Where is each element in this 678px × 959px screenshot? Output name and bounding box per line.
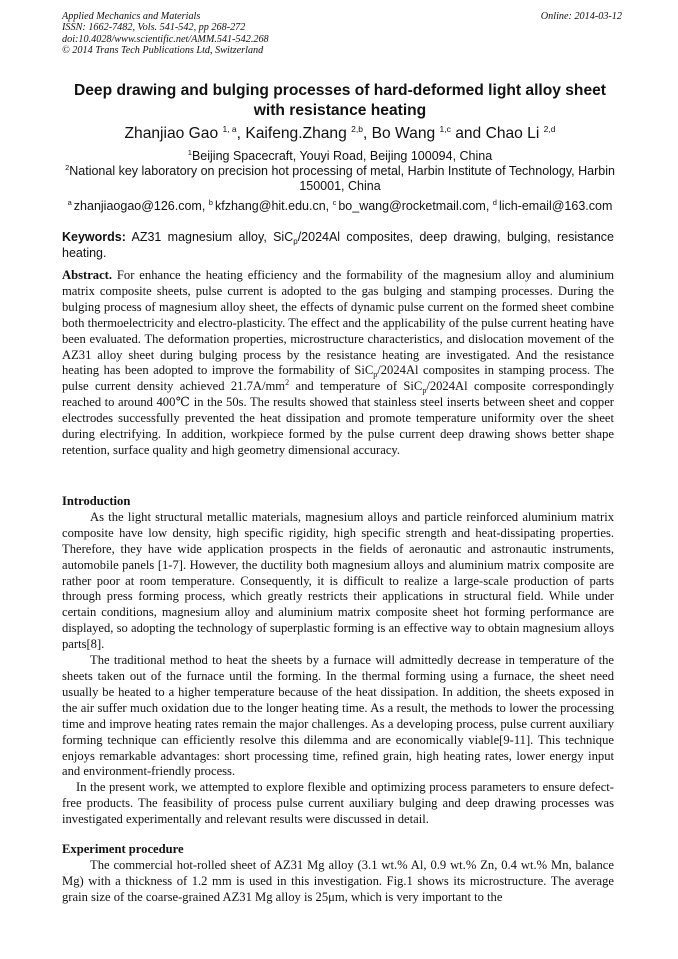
experiment-section (62, 842, 614, 906)
affiliation-2 (60, 164, 620, 194)
author-name: Zhanjiao Gao (124, 125, 219, 142)
doi-line[interactable]: doi:10.4028/www.scientific.net/AMM.541-542.268 (62, 33, 269, 45)
email-superscript: d (492, 198, 497, 207)
author-superscript: 2,b (351, 124, 363, 134)
online-date: Online: 2014-03-12 (540, 11, 622, 22)
email-superscript: b (208, 198, 213, 207)
paragraph: The traditional method to heat the sheets by a furnace will admittedly decrease in temperature of the sheets taken out of the furnace until the forming. In the thermal forming using a furnace, the sheet need usually be heated to a higher temperature because of the heat dissipation. In addition, the sheets exposed in the air suffer much oxidation due to the longer heating time. As a result, the methods to lower the processing time and improve heating rates remain the major challenges. As a developing process, pulse current auxiliary forming technique can efficiently resolve this dilemma and are economically viable[9-11]. This technique enjoys remarkable advantages: short processing time, refined grain, high heating rates, lower energy input and environment-friendly process. (62, 653, 614, 779)
abstract-paragraph (62, 268, 614, 459)
author-name: Bo Wang (371, 125, 436, 142)
paragraph: As the light structural metallic materials, magnesium alloys and particle reinforced aluminium matrix composite have low density, high specific rigidity, high specific strength and heat-dissipating properties. Therefore, they have wide application prospects in the fields of aeronautic and astronautic instruments, automobile panels [1-7]. However, the ductility both magnesium alloys and aluminium matrix composite are rather poor at room temperature. Consequently, it is difficult to realize a large-scale production of parts through press forming process, which greatly restricts their applications in structural field. While under certain conditions, magnesium alloy and aluminium matrix composite sheet hot forming performance are displayed, so adopting the technology of superplastic forming is an effective way to obtain magnesium alloys parts[8]. (62, 509, 614, 652)
author-name: Kaifeng.Zhang (245, 125, 347, 142)
paper-title: Deep drawing and bulging processes of hard-deformed light alloy sheet with resistance heating (74, 82, 606, 119)
keywords-text: AZ31 magnesium alloy, SiC (125, 230, 294, 244)
journal-name: Applied Mechanics and Materials (62, 11, 201, 22)
abstract-superscript: 2 (285, 378, 290, 388)
paragraph: The commercial hot-rolled sheet of AZ31 Mg alloy (3.1 wt.% Al, 0.9 wt.% Zn, 0.4 wt.% Mn, balance Mg) with a thickness of 1.2 mm is used in this investigation. Fig.1 shows its microstructure. The average grain size of the coarse-grained AZ31 Mg alloy is 25μm, which is very important to the (62, 857, 614, 904)
email-address[interactable]: zhanjiaogao@126.com, (73, 199, 209, 213)
affiliation-text: National key laboratory on precision hot processing of metal, Harbin Institute of Technology, Harbin 150001, China (69, 164, 615, 193)
email-list (60, 199, 620, 214)
affiliation-1 (60, 149, 620, 164)
author-separator: and (450, 125, 486, 142)
author-superscript: 1,c (439, 124, 451, 134)
keywords-label: Keywords: (62, 230, 126, 244)
abstract-subscript: p (422, 386, 427, 396)
journal-header (62, 11, 622, 56)
section-heading: Experiment procedure (62, 842, 184, 856)
abstract (62, 268, 614, 459)
email-address[interactable]: bo_wang@rocketmail.com, (338, 199, 493, 213)
affiliation-superscript: 1 (187, 148, 192, 157)
email-superscript: a (67, 198, 72, 207)
author-superscript: 2,d (543, 124, 556, 134)
keywords (62, 230, 614, 261)
affiliation-superscript: 2 (65, 163, 70, 172)
issn-line: ISSN: 1662-7482, Vols. 541-542, pp 268-272 (62, 22, 246, 34)
author-list (60, 124, 620, 144)
copyright-line: © 2014 Trans Tech Publications Ltd, Switzerland (62, 44, 264, 56)
email-address[interactable]: lich-email@163.com (498, 199, 613, 213)
introduction-section (62, 494, 614, 828)
email-address[interactable]: kfzhang@hit.edu.cn, (214, 199, 333, 213)
abstract-text: For enhance the heating efficiency and the formability of the magnesium alloy and aluminium matrix composite sheets, pulse current is adopted to the gas bulging and stamping processes. During the bulging process of magnesium alloy sheet, the effects of dynamic pulse current on the formed sheet combine both thermoelectricity and electro-plasticity. The effect and the applicability of the pulse current heating have been evaluated. The deformation properties, microstructure characteristics, and dislocation movement of the AZ31 alloy sheet during bulging process by the resistance heating are investigated. And the resistance heating has been adopted to improve the formability of SiC (62, 268, 614, 378)
affiliation-text: Beijing Spacecraft, Youyi Road, Beijing 100094, China (191, 149, 493, 163)
abstract-text: /2024Al composites in stamping process. The pulse current density achieved 21.7A/mm (62, 363, 614, 394)
abstract-label: Abstract. (62, 268, 113, 282)
author-superscript: 1, a (222, 124, 237, 134)
author-name: Chao Li (485, 125, 540, 142)
section-heading: Introduction (62, 494, 131, 508)
author-separator: , (236, 125, 246, 142)
keywords-text: /2024Al composites, deep drawing, bulging, resistance heating. (62, 230, 614, 260)
paragraph: In the present work, we attempted to explore flexible and optimizing process parameters to ensure defect-free products. The feasibility of process pulse current auxiliary bulging and deep drawing processes was investigated experimentally and relevant results were discussed in detail. (62, 780, 614, 827)
abstract-text: /2024Al composite correspondingly reached to around 400℃ in the 50s. The results showed that stainless steel inserts between sheet and copper electrodes successfully prevented the heat dissipation and promote temperature uniformity over the sheet during electrifying. In addition, workpiece formed by the pulse current deep drawing shows better shape retention, surface quality and high geometry dimensional accuracy. (62, 379, 614, 457)
email-superscript: c (332, 198, 337, 207)
abstract-subscript: p (373, 370, 378, 380)
abstract-text: and temperature of SiC (289, 379, 423, 394)
keywords-subscript: p (293, 237, 298, 246)
author-separator: , (362, 125, 372, 142)
